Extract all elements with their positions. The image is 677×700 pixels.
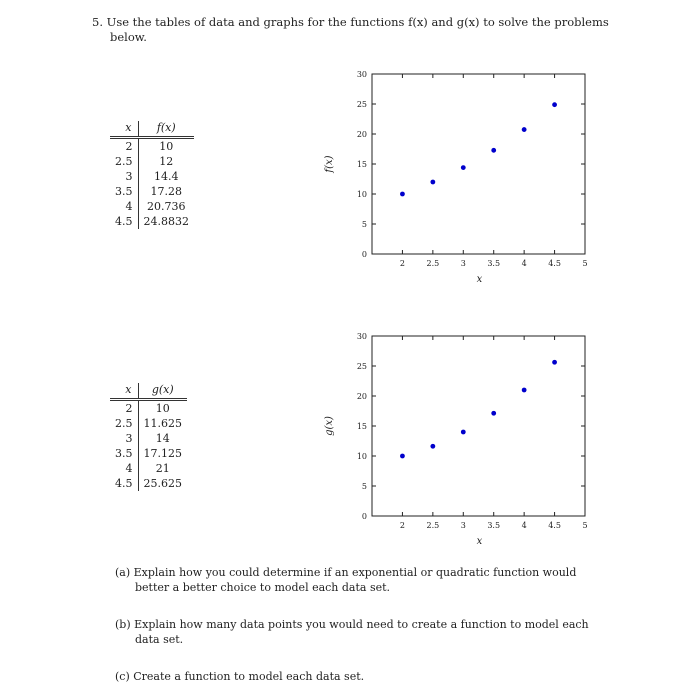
- table-cell-x: 4: [110, 199, 138, 214]
- table-cell-y: 24.8832: [143, 215, 189, 228]
- part-c: [115, 669, 605, 684]
- table-row: [110, 199, 194, 214]
- x-axis-label: x: [476, 536, 483, 547]
- y-tick-label: 25: [356, 362, 367, 371]
- y-tick-label: 10: [356, 190, 367, 199]
- x-tick-label: 3.5: [487, 521, 501, 530]
- table-row: [110, 431, 187, 446]
- table-cell-y: 25.625: [143, 477, 182, 490]
- y-tick-label: 20: [356, 130, 367, 139]
- data-point-f: [430, 180, 435, 185]
- y-tick-label: 15: [356, 422, 367, 431]
- data-point-g: [430, 444, 435, 449]
- data-point-g: [491, 411, 496, 416]
- y-tick-label: 0: [361, 512, 367, 521]
- plot-frame: [372, 74, 585, 254]
- x-tick-label: 4: [521, 521, 527, 530]
- table-cell-y: 11.625: [143, 417, 182, 430]
- table-row: [110, 184, 194, 199]
- table-row: [110, 416, 187, 431]
- data-point-f: [522, 127, 527, 132]
- x-tick-label: 4: [521, 259, 527, 268]
- table-cell-x: 4: [110, 461, 138, 476]
- table-cell-y: 12: [159, 155, 174, 168]
- x-axis-label: x: [476, 274, 483, 285]
- table-cell-x: 3: [110, 169, 138, 184]
- data-point-g: [400, 454, 405, 459]
- table-cell-y: 14: [155, 432, 170, 445]
- table-cell-y: 21: [155, 462, 170, 475]
- y-tick-label: 10: [356, 452, 367, 461]
- part-c-text: (c) Create a function to model each data set.: [115, 670, 365, 683]
- problem-line-2: below.: [110, 30, 147, 44]
- data-point-f: [400, 192, 405, 197]
- table-cell-x: 2: [110, 138, 138, 155]
- x-tick-label: 3: [460, 259, 466, 268]
- y-tick-label: 5: [361, 220, 367, 229]
- table-cell-y: 14.4: [154, 170, 179, 183]
- x-tick-label: 4.5: [548, 521, 561, 530]
- data-point-f: [461, 165, 466, 170]
- table-header-row: [110, 121, 194, 138]
- table-header-gx: g(x): [138, 383, 187, 400]
- y-tick-label: 25: [356, 100, 367, 109]
- y-tick-label: 0: [361, 250, 367, 259]
- x-tick-label: 3: [460, 521, 466, 530]
- table-cell-x: 2.5: [110, 416, 138, 431]
- y-tick-label: 5: [361, 482, 367, 491]
- y-axis-label: f(x): [324, 155, 335, 173]
- data-point-g: [522, 388, 527, 393]
- problem-line-1: 5. Use the tables of data and graphs for the functions f(x) and g(x) to solve the problems: [92, 15, 609, 29]
- table-row: [110, 476, 187, 491]
- x-tick-label: 5: [582, 259, 588, 268]
- table-cell-y: 20.736: [147, 200, 186, 213]
- x-tick-label: 3.5: [487, 259, 501, 268]
- x-tick-label: 2.5: [426, 259, 440, 268]
- table-row: [110, 138, 194, 155]
- table-header-fx: f(x): [138, 121, 194, 138]
- table-row: [110, 461, 187, 476]
- table-cell-y: 10: [159, 140, 174, 153]
- table-row: [110, 400, 187, 417]
- data-point-f: [491, 148, 496, 153]
- y-axis-label: g(x): [324, 416, 335, 436]
- scatter-chart-g: [310, 322, 600, 552]
- table-g: [110, 383, 187, 491]
- table-cell-x: 2: [110, 400, 138, 417]
- table-cell-y: 17.28: [150, 185, 182, 198]
- x-tick-label: 2.5: [426, 521, 440, 530]
- table-header-x: x: [110, 383, 138, 400]
- data-point-f: [552, 102, 557, 107]
- table-cell-x: 3: [110, 431, 138, 446]
- table-row: [110, 154, 194, 169]
- table-row: [110, 446, 187, 461]
- x-tick-label: 5: [582, 521, 588, 530]
- x-tick-label: 2: [399, 259, 405, 268]
- table-row: [110, 169, 194, 184]
- table-cell-y: 10: [155, 402, 170, 415]
- x-tick-label: 4.5: [548, 259, 561, 268]
- table-cell-x: 2.5: [110, 154, 138, 169]
- y-tick-label: 30: [356, 332, 367, 341]
- table-f: [110, 121, 194, 229]
- part-b: [115, 617, 605, 647]
- table-header-x: x: [110, 121, 138, 138]
- part-a-text: (a) Explain how you could determine if an exponential or quadratic function would better a better choice to model each data set.: [115, 566, 577, 594]
- data-point-g: [552, 360, 557, 365]
- part-a: [115, 565, 605, 595]
- y-tick-label: 20: [356, 392, 367, 401]
- part-b-text: (b) Explain how many data points you would need to create a function to model each data set.: [115, 618, 589, 646]
- table-cell-x: 4.5: [110, 214, 138, 229]
- table-cell-y: 17.125: [143, 447, 182, 460]
- table-cell-x: 3.5: [110, 184, 138, 199]
- table-cell-x: 4.5: [110, 476, 138, 491]
- x-tick-label: 2: [399, 521, 405, 530]
- y-tick-label: 15: [356, 160, 367, 169]
- table-header-row: [110, 383, 187, 400]
- table-row: [110, 214, 194, 229]
- table-cell-x: 3.5: [110, 446, 138, 461]
- data-point-g: [461, 430, 466, 435]
- y-tick-label: 30: [356, 70, 367, 79]
- scatter-chart-f: [310, 60, 600, 290]
